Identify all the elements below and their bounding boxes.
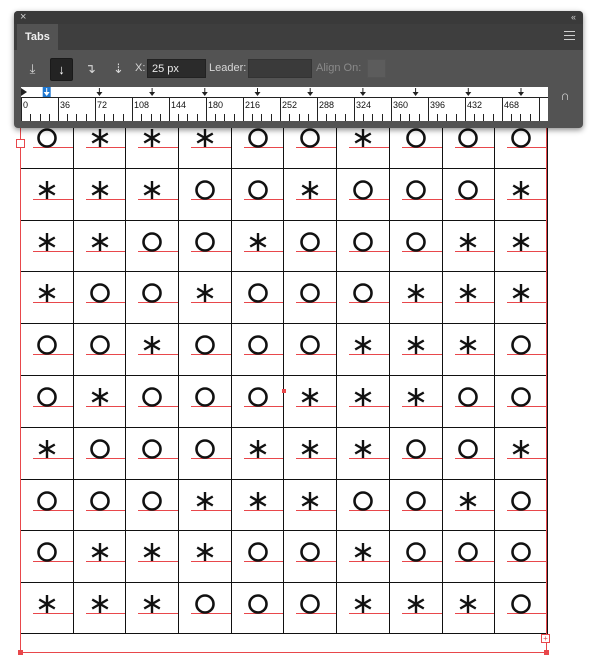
asterisk-symbol: [443, 490, 495, 512]
table-cell[interactable]: [74, 375, 127, 427]
table-cell[interactable]: [74, 271, 127, 323]
ruler-label: 72: [97, 100, 108, 110]
table-cell[interactable]: [232, 323, 285, 375]
table-cell[interactable]: [390, 271, 443, 323]
table-cell[interactable]: [74, 220, 127, 272]
asterisk-symbol: [390, 282, 442, 304]
circle-symbol: [232, 593, 284, 615]
table-cell[interactable]: [284, 220, 337, 272]
table-cell[interactable]: [495, 479, 548, 531]
asterisk-symbol: [284, 386, 336, 408]
tab-stop-marker: [307, 88, 313, 96]
circle-symbol: [443, 541, 495, 563]
asterisk-symbol: [21, 179, 73, 201]
table-cell[interactable]: [21, 271, 74, 323]
table-cell[interactable]: [74, 323, 127, 375]
circle-symbol: [390, 438, 442, 460]
asterisk-symbol: [443, 282, 495, 304]
table-cell[interactable]: [232, 530, 285, 582]
circle-symbol: [443, 386, 495, 408]
asterisk-symbol: [21, 282, 73, 304]
circle-symbol: [337, 179, 389, 201]
asterisk-symbol: [495, 179, 547, 201]
ruler-label: 360: [393, 100, 409, 110]
circle-symbol: [495, 541, 547, 563]
circle-symbol: [21, 541, 73, 563]
left-justified-tab-button[interactable]: ⤓: [29, 61, 36, 76]
tab-stop-marker: [96, 88, 102, 96]
table-cell[interactable]: [21, 427, 74, 479]
table-cell[interactable]: [390, 323, 443, 375]
table-cell[interactable]: [74, 479, 127, 531]
table-cell[interactable]: [390, 582, 443, 634]
table-cell[interactable]: [179, 220, 232, 272]
table-cell[interactable]: [390, 479, 443, 531]
table-cell[interactable]: [284, 479, 337, 531]
circle-symbol: [284, 334, 336, 356]
table-cell[interactable]: [495, 582, 548, 634]
table-cell[interactable]: [126, 220, 179, 272]
ruler-label: 0: [23, 100, 29, 110]
table-cell[interactable]: [232, 427, 285, 479]
circle-symbol: [390, 127, 442, 149]
tab-ruler[interactable]: [21, 87, 548, 121]
asterisk-symbol: [284, 490, 336, 512]
table-cell[interactable]: [443, 530, 496, 582]
table-cell[interactable]: [126, 530, 179, 582]
table-cell[interactable]: [126, 168, 179, 220]
x-position-label: X:: [135, 62, 146, 74]
asterisk-symbol: [443, 593, 495, 615]
align-to-decimal-tab-button[interactable]: ⇣: [113, 61, 124, 76]
leader-input[interactable]: [248, 59, 312, 78]
circle-symbol: [495, 334, 547, 356]
asterisk-symbol: [337, 334, 389, 356]
table-cell[interactable]: [284, 271, 337, 323]
ruler-label: 144: [171, 100, 187, 110]
circle-symbol: [126, 490, 178, 512]
asterisk-symbol: [390, 386, 442, 408]
table-cell[interactable]: [74, 530, 127, 582]
table-cell[interactable]: [443, 582, 496, 634]
tab-stop-marker: [518, 88, 524, 96]
circle-symbol: [495, 127, 547, 149]
asterisk-symbol: [443, 231, 495, 253]
asterisk-symbol: [495, 231, 547, 253]
circle-symbol: [232, 386, 284, 408]
asterisk-symbol: [337, 386, 389, 408]
tab-stop-marker: [413, 88, 419, 96]
table-cell[interactable]: [284, 582, 337, 634]
circle-symbol: [390, 179, 442, 201]
asterisk-symbol: [74, 179, 126, 201]
asterisk-symbol: [337, 127, 389, 149]
table-cell[interactable]: [179, 427, 232, 479]
align-on-input[interactable]: [367, 59, 386, 78]
tabs-panel: [14, 11, 583, 128]
indent-marker: [21, 88, 27, 96]
circle-symbol: [390, 231, 442, 253]
circle-symbol: [337, 490, 389, 512]
right-justified-tab-button[interactable]: ↴: [85, 61, 96, 76]
asterisk-symbol: [74, 127, 126, 149]
asterisk-symbol: [126, 179, 178, 201]
table-cell[interactable]: [337, 479, 390, 531]
tab-stop-marker: [360, 88, 366, 96]
asterisk-symbol: [495, 282, 547, 304]
table-cell[interactable]: [179, 168, 232, 220]
table-cell[interactable]: [443, 323, 496, 375]
panel-title-bar: [14, 11, 583, 24]
circle-symbol: [284, 593, 336, 615]
circle-symbol: [74, 438, 126, 460]
table-cell[interactable]: [179, 530, 232, 582]
collapse-panel-icon[interactable]: ‹‹: [571, 12, 575, 22]
text-frame-bottom-edge: [20, 652, 547, 653]
table-cell[interactable]: [21, 168, 74, 220]
table-cell[interactable]: [337, 530, 390, 582]
circle-symbol: [179, 438, 231, 460]
asterisk-symbol: [179, 282, 231, 304]
circle-symbol: [126, 386, 178, 408]
asterisk-symbol: [232, 438, 284, 460]
asterisk-symbol: [284, 438, 336, 460]
circle-symbol: [21, 127, 73, 149]
asterisk-symbol: [74, 541, 126, 563]
table-cell[interactable]: [126, 479, 179, 531]
asterisk-symbol: [179, 490, 231, 512]
leader-label: Leader:: [209, 62, 247, 74]
table-cell[interactable]: [179, 323, 232, 375]
table-cell[interactable]: [495, 427, 548, 479]
asterisk-symbol: [232, 231, 284, 253]
circle-symbol: [495, 490, 547, 512]
text-frame-in-port[interactable]: [16, 139, 25, 148]
align-on-label: Align On:: [316, 62, 362, 74]
frame-center-point: [282, 389, 286, 393]
asterisk-symbol: [126, 541, 178, 563]
table-cell[interactable]: [232, 375, 285, 427]
table-cell[interactable]: [443, 220, 496, 272]
table-cell[interactable]: [337, 375, 390, 427]
table-cell[interactable]: [232, 168, 285, 220]
circle-symbol: [390, 541, 442, 563]
ruler-label: 108: [134, 100, 150, 110]
table-cell[interactable]: [232, 479, 285, 531]
circle-symbol: [21, 386, 73, 408]
ruler-label: 252: [282, 100, 298, 110]
table-cell[interactable]: [126, 582, 179, 634]
table-cell[interactable]: [495, 271, 548, 323]
ruler-label: 468: [504, 100, 520, 110]
circle-symbol: [443, 127, 495, 149]
circle-symbol: [337, 231, 389, 253]
circle-symbol: [179, 231, 231, 253]
circle-symbol: [232, 127, 284, 149]
circle-symbol: [21, 490, 73, 512]
table-cell[interactable]: [21, 375, 74, 427]
asterisk-symbol: [74, 231, 126, 253]
tab-stop-marker: [149, 88, 155, 96]
circle-symbol: [284, 231, 336, 253]
circle-symbol: [179, 334, 231, 356]
table-cell[interactable]: [337, 271, 390, 323]
table-cell[interactable]: [390, 220, 443, 272]
table-cell[interactable]: [337, 323, 390, 375]
table-cell[interactable]: [74, 427, 127, 479]
circle-symbol: [74, 334, 126, 356]
circle-symbol: [21, 334, 73, 356]
panel-tab-tabs[interactable]: Tabs: [17, 24, 58, 50]
table-cell[interactable]: [126, 271, 179, 323]
asterisk-symbol: [179, 127, 231, 149]
table-cell[interactable]: [495, 220, 548, 272]
table-cell[interactable]: [126, 375, 179, 427]
table-cell[interactable]: [390, 375, 443, 427]
circle-symbol: [179, 386, 231, 408]
table-cell[interactable]: [179, 479, 232, 531]
asterisk-symbol: [337, 593, 389, 615]
asterisk-symbol: [126, 334, 178, 356]
table-cell[interactable]: [126, 427, 179, 479]
table-cell[interactable]: [443, 375, 496, 427]
table-cell[interactable]: [495, 530, 548, 582]
asterisk-symbol: [495, 438, 547, 460]
tab-stop-marker-selected: [43, 87, 51, 97]
table-cell[interactable]: [337, 220, 390, 272]
center-justified-tab-button[interactable]: ↓: [50, 58, 73, 81]
ruler-label: 432: [467, 100, 483, 110]
tab-stop-marker: [202, 88, 208, 96]
asterisk-symbol: [21, 438, 73, 460]
table-cell[interactable]: [21, 582, 74, 634]
table-cell[interactable]: [443, 271, 496, 323]
table-cell[interactable]: [179, 271, 232, 323]
circle-symbol: [232, 179, 284, 201]
text-frame-left-edge: [20, 126, 21, 652]
circle-symbol: [495, 593, 547, 615]
asterisk-symbol: [21, 593, 73, 615]
table-cell[interactable]: [232, 582, 285, 634]
panel-tab-bar: [14, 24, 583, 50]
ruler-label: 36: [60, 100, 71, 110]
circle-symbol: [284, 127, 336, 149]
table-cell[interactable]: [21, 479, 74, 531]
circle-symbol: [284, 541, 336, 563]
table-cell[interactable]: [390, 168, 443, 220]
ruler-label: 288: [319, 100, 335, 110]
text-frame-out-port[interactable]: +: [541, 634, 550, 643]
circle-symbol: [232, 541, 284, 563]
table-cell[interactable]: [337, 427, 390, 479]
ruler-label: 180: [208, 100, 224, 110]
close-icon[interactable]: ×: [20, 11, 27, 23]
circle-symbol: [443, 179, 495, 201]
circle-symbol: [337, 282, 389, 304]
asterisk-symbol: [179, 541, 231, 563]
table-cell[interactable]: [21, 323, 74, 375]
asterisk-symbol: [21, 231, 73, 253]
table-cell[interactable]: [390, 530, 443, 582]
table-cell[interactable]: [284, 375, 337, 427]
frame-handle-bottom-right[interactable]: [544, 650, 549, 655]
circle-symbol: [232, 334, 284, 356]
table-cell[interactable]: [232, 220, 285, 272]
table-cell[interactable]: [284, 168, 337, 220]
tab-stop-marker: [254, 88, 260, 96]
circle-symbol: [179, 179, 231, 201]
x-position-input[interactable]: 25 px: [147, 59, 206, 78]
circle-symbol: [126, 231, 178, 253]
table-cell[interactable]: [179, 375, 232, 427]
table-cell[interactable]: [284, 530, 337, 582]
ruler-label: 216: [245, 100, 261, 110]
asterisk-symbol: [74, 386, 126, 408]
table-cell[interactable]: [179, 582, 232, 634]
table-cell[interactable]: [495, 375, 548, 427]
asterisk-symbol: [232, 490, 284, 512]
circle-symbol: [179, 593, 231, 615]
asterisk-symbol: [74, 593, 126, 615]
table-cell[interactable]: [74, 582, 127, 634]
table-cell[interactable]: [443, 427, 496, 479]
asterisk-symbol: [443, 334, 495, 356]
table-cell[interactable]: [284, 323, 337, 375]
table-cell[interactable]: [284, 427, 337, 479]
table-cell[interactable]: [337, 168, 390, 220]
table-cell[interactable]: [21, 220, 74, 272]
table-cell[interactable]: [495, 323, 548, 375]
panel-menu-icon[interactable]: [564, 31, 575, 43]
position-panel-above-frame-icon[interactable]: ∩: [560, 88, 570, 103]
table-cell[interactable]: [21, 530, 74, 582]
circle-symbol: [232, 282, 284, 304]
asterisk-symbol: [337, 541, 389, 563]
tab-stop-marker: [465, 88, 471, 96]
circle-symbol: [74, 282, 126, 304]
ruler-label: 396: [430, 100, 446, 110]
asterisk-symbol: [126, 127, 178, 149]
circle-symbol: [495, 386, 547, 408]
circle-symbol: [390, 490, 442, 512]
ruler-label: 324: [356, 100, 372, 110]
asterisk-symbol: [284, 179, 336, 201]
text-frame-right-edge: [546, 126, 547, 652]
circle-symbol: [443, 438, 495, 460]
table-cell[interactable]: [337, 582, 390, 634]
asterisk-symbol: [390, 593, 442, 615]
table-cell[interactable]: [443, 168, 496, 220]
table-cell[interactable]: [232, 271, 285, 323]
table-cell[interactable]: [495, 168, 548, 220]
circle-symbol: [126, 282, 178, 304]
circle-symbol: [126, 438, 178, 460]
circle-symbol: [284, 282, 336, 304]
table-cell[interactable]: [390, 427, 443, 479]
asterisk-symbol: [337, 438, 389, 460]
table-cell[interactable]: [126, 323, 179, 375]
frame-handle-bottom-left[interactable]: [18, 650, 23, 655]
symbol-table: [20, 116, 547, 634]
table-cell[interactable]: [443, 479, 496, 531]
asterisk-symbol: [390, 334, 442, 356]
table-cell[interactable]: [74, 168, 127, 220]
circle-symbol: [74, 490, 126, 512]
asterisk-symbol: [126, 593, 178, 615]
